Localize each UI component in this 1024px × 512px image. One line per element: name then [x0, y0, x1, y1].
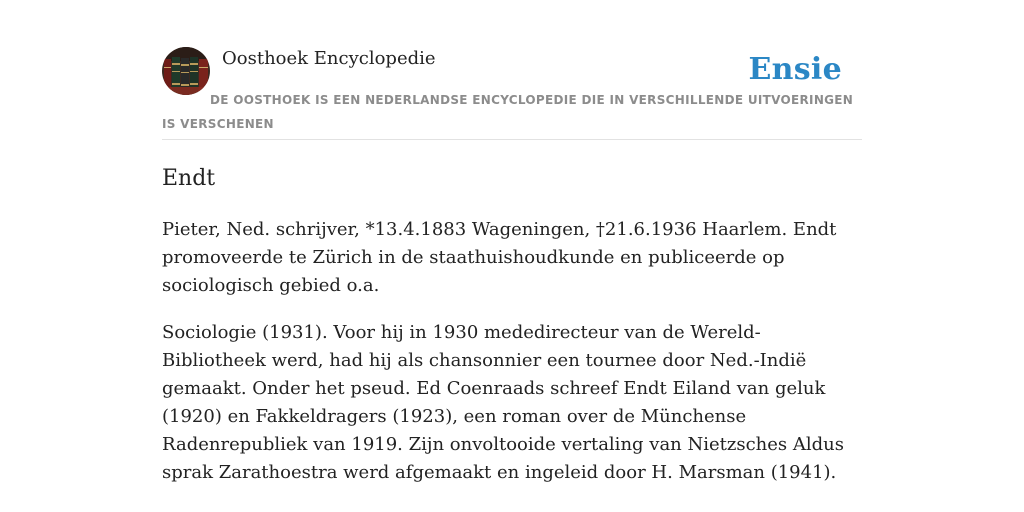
site-header	[162, 44, 862, 140]
page-content	[162, 44, 862, 483]
brand-logo[interactable]: Ensie	[748, 52, 842, 87]
article-paragraph: Pieter, Ned. schrijver, *13.4.1883 Wageningen, †21.6.1936 Haarlem. Endt promoveerde te Zürich in de staathuishoudkunde en publiceerde op sociologisch gebied o.a.	[162, 219, 837, 296]
site-tagline: DE OOSTHOEK IS EEN NEDERLANDSE ENCYCLOPEDIE DIE IN VERSCHILLENDE UITVOERINGEN IS VERSCHENEN	[162, 93, 854, 131]
page-title: Endt	[162, 166, 216, 191]
site-title[interactable]: Oosthoek Encyclopedie	[222, 48, 436, 69]
article-paragraph: Sociologie (1931). Voor hij in 1930 mededirecteur van de Wereld-Bibliotheek werd, had hij als chansonnier een tournee door Ned.-Indië gemaakt. Onder het pseud. Ed Coenraads schreef Endt Eiland van geluk (1920) en Fakkeldragers (1923), een roman over de Münchense Radenrepubliek van 1919. Zijn onvoltooide vertaling van Nietzsches Aldus sprak Zarathoestra werd afgemaakt en ingeleid door H. Marsman (1941).	[162, 322, 844, 483]
